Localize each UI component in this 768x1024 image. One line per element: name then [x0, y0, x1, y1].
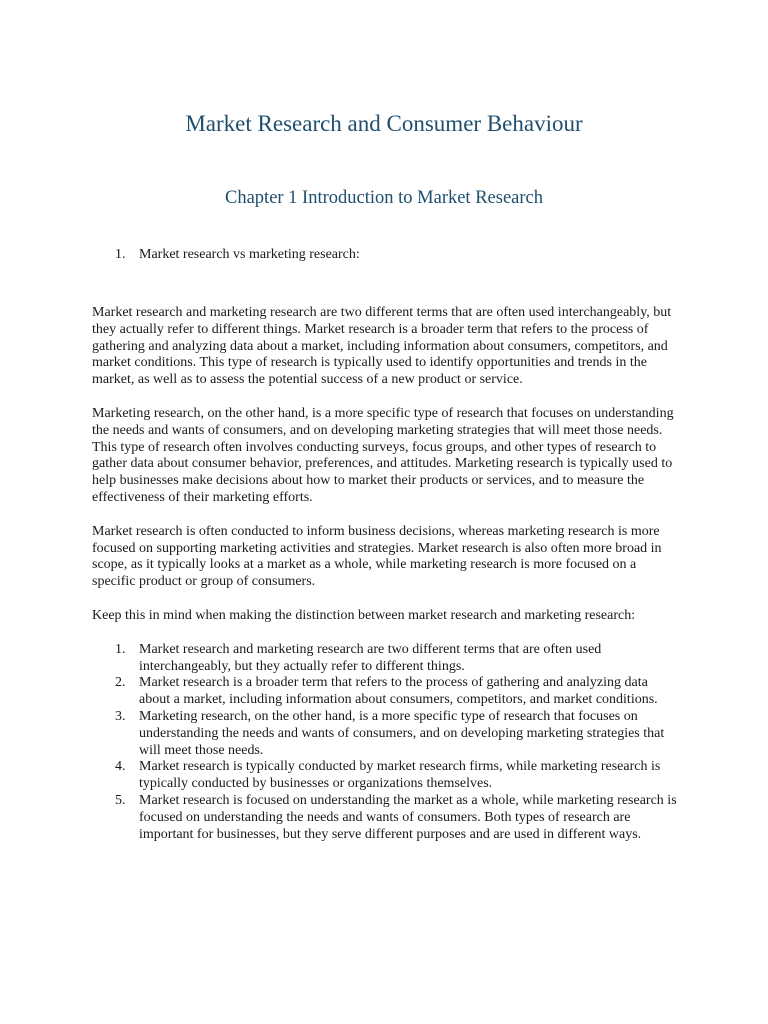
paragraph: Marketing research, on the other hand, is a more specific type of research that focuses on understanding the needs and wants of consumers, and on developing marketing strategies that will meet those needs. This type of research often involves conducting surveys, focus groups, and other types of research to gather data about consumer behavior, preferences, and attitudes. Marketing research is typically used to help businesses make decisions about how to market their products or services, and to measure the effectiveness of their marketing efforts.	[92, 405, 674, 505]
list-item-text: Market research is a broader term that refers to the process of gathering and analyzing data about a market, including information about consumers, competitors, and market conditions.	[139, 675, 658, 708]
document-body	[92, 305, 678, 843]
chapter-title: Chapter 1 Introduction to Market Research	[225, 188, 543, 208]
list-item-number: 5.	[115, 792, 126, 808]
list-item-number: 2.	[115, 675, 126, 691]
list-item	[92, 642, 678, 676]
list-item	[92, 247, 682, 264]
document-title: Market Research and Consumer Behaviour	[185, 111, 583, 136]
list-item	[92, 793, 678, 843]
bottom-numbered-list	[92, 642, 678, 844]
list-item	[92, 709, 678, 759]
list-item-number: 1.	[115, 247, 126, 262]
list-item-text: Market research and marketing research are two different terms that are often used interchangeably, but they actually refer to different things.	[139, 641, 602, 674]
list-item-number: 1.	[115, 641, 126, 657]
paragraph: Market research is often conducted to inform business decisions, whereas marketing research is more focused on supporting marketing activities and strategies. Market research is also often more broad in scope, as it typically looks at a market as a whole, while marketing research is more focused on a specific product or group of consumers.	[92, 523, 662, 590]
paragraph: Market research and marketing research are two different terms that are often used interchangeably, but they actually refer to different things. Market research is a broader term that refers to the process of gathering and analyzing data about a market, including information about consumers, competitors, and market conditions. This type of research is typically used to identify opportunities and trends in the market, as well as to assess the potential success of a new product or service.	[92, 305, 672, 388]
paragraph: Keep this in mind when making the distinction between market research and marketing research:	[92, 607, 636, 623]
list-item-number: 3.	[115, 708, 126, 724]
list-item	[92, 759, 678, 793]
list-item-text: Marketing research, on the other hand, is a more specific type of research that focuses on understanding the needs and wants of consumers, and on developing marketing strategies that will meet those needs.	[139, 708, 665, 758]
list-item-text: Market research vs marketing research:	[139, 247, 360, 262]
list-item	[92, 675, 678, 709]
list-item-text: Market research is typically conducted by market research firms, while marketing research is typically conducted by businesses or organizations themselves.	[139, 759, 661, 792]
list-item-number: 4.	[115, 759, 126, 775]
list-item-text: Market research is focused on understanding the market as a whole, while marketing research is focused on understanding the needs and wants of consumers. Both types of research are important for businesses, but they serve different purposes and are used in different ways.	[139, 792, 677, 842]
top-numbered-list	[92, 247, 682, 264]
